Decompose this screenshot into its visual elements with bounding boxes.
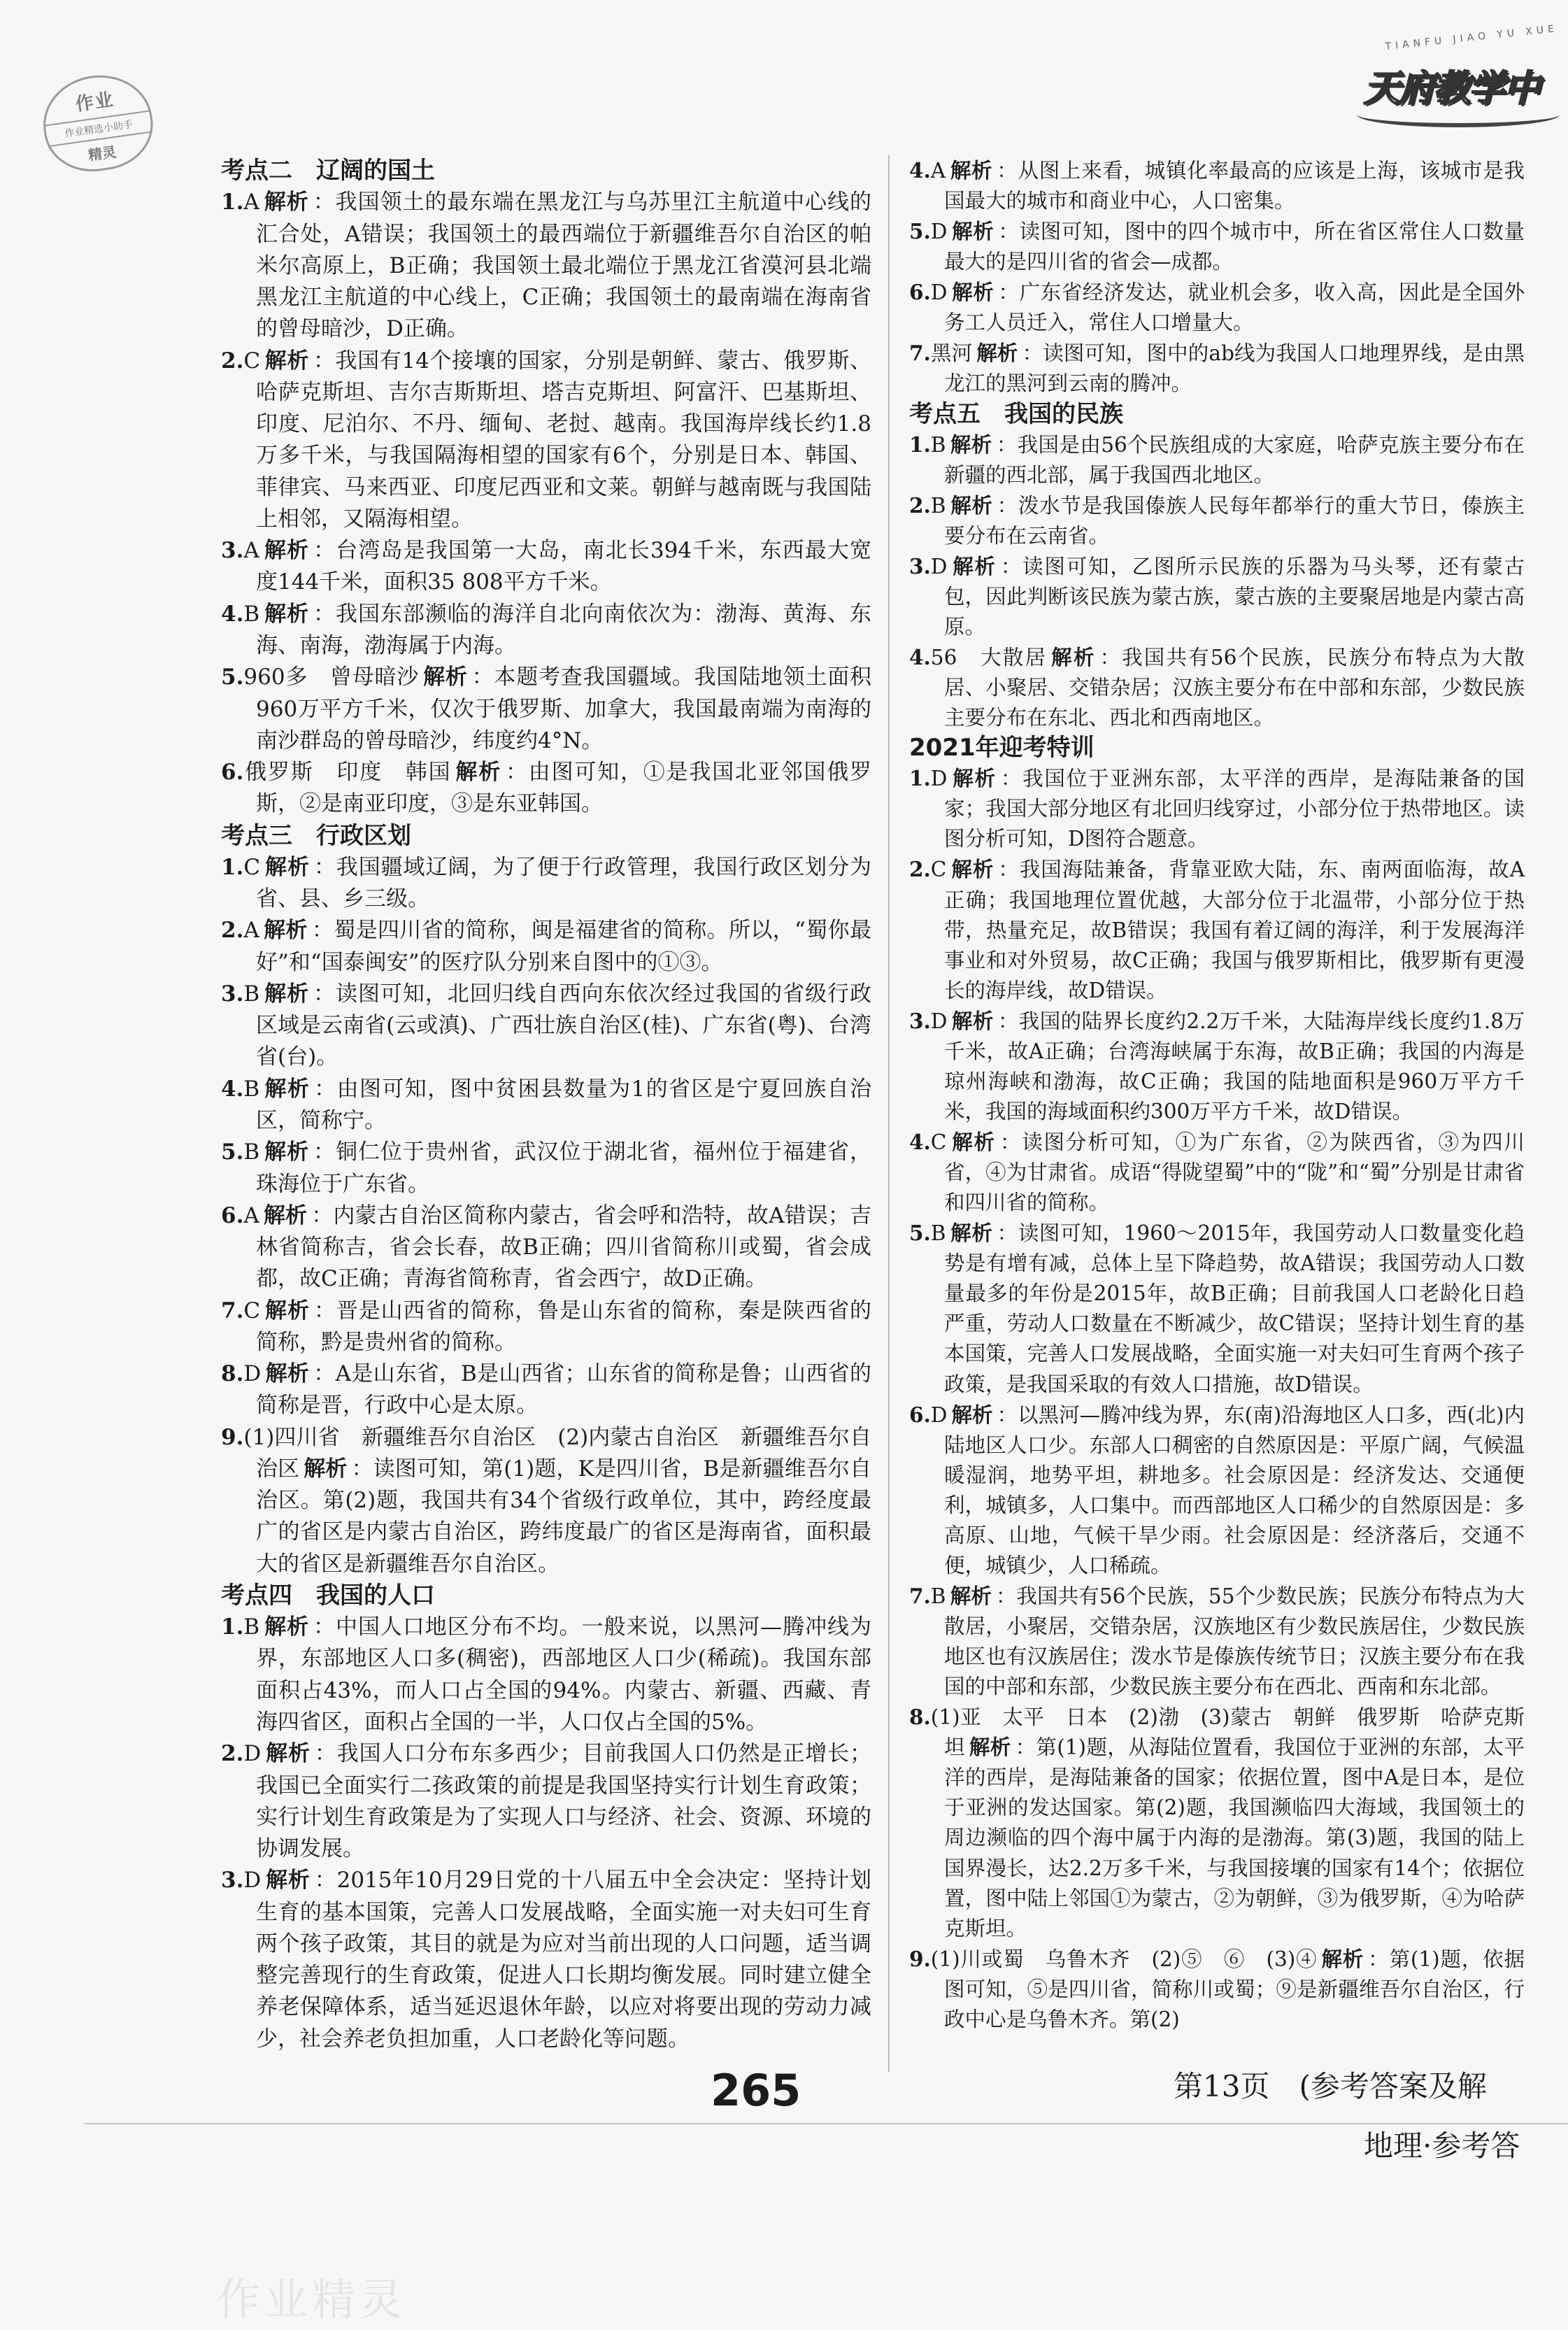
explanation-label: 解析	[950, 1221, 993, 1246]
item-number: 7.	[909, 341, 931, 366]
answer-item	[909, 1400, 1525, 1581]
explanation-label: 解析	[304, 1456, 348, 1482]
explanation-label: 解析	[423, 665, 468, 690]
answer-item	[221, 1358, 871, 1422]
item-answer: 俄罗斯 印度 韩国	[243, 760, 452, 786]
item-answer: B	[243, 601, 260, 627]
answer-item	[909, 854, 1525, 1005]
item-answer: D	[930, 1009, 948, 1033]
answer-item	[221, 599, 871, 662]
explanation-text: ：我国疆域辽阔，为了便于行政管理，我国行政区划分为省、县、乡三级。	[256, 854, 871, 912]
item-number: 5.	[909, 1221, 931, 1246]
explanation-text: ：泼水节是我国傣族人民每年都举行的重大节日，傣族主要分布在云南省。	[944, 493, 1525, 548]
answer-item	[909, 155, 1525, 216]
item-number: 4.	[221, 601, 244, 627]
explanation-label: 解析	[265, 1741, 311, 1767]
explanation-text: ：读图可知，乙图所示民族的乐器为马头琴，还有蒙古包，因此判断该民族为蒙古族，蒙古族的主要聚居地是内蒙古高原。	[944, 554, 1525, 639]
item-answer: D	[243, 1361, 262, 1387]
answer-item	[221, 1612, 871, 1738]
explanation-text: ：A是山东省，B是山西省；山东省的简称是鲁；山西省的简称是晋，行政中心是太原。	[256, 1361, 871, 1419]
item-number: 1.	[909, 432, 931, 457]
item-answer: (1)四川省 新疆维吾尔自治区 (2)内蒙古自治区 新疆维吾尔自治区	[243, 1424, 871, 1482]
item-answer: (1)亚 太平 日本 (2)渤 (3)蒙古 朝鲜 俄罗斯 哈萨克斯坦	[930, 1705, 1525, 1760]
answer-item	[221, 662, 871, 757]
explanation-text: ：中国人口地区分布不均。一般来说，以黑河—腾冲线为界，东部地区人口多(稠密)，西部地区人口少(稀疏)。我国东部面积占43%，而人口占全国的94%。内蒙古、新疆、西藏、青海四省区，面积占全国的一半，人口仅占全国的5%。	[256, 1614, 872, 1735]
answer-item	[221, 852, 871, 916]
item-answer: (1)川或蜀 乌鲁木齐 (2)⑤ ⑥ (3)④	[930, 1947, 1318, 1971]
item-number: 3.	[909, 553, 931, 578]
item-answer: C	[243, 854, 261, 880]
item-number: 6.	[909, 280, 931, 305]
answer-item	[909, 277, 1525, 338]
explanation-text: ：广东省经济发达，就业机会多，收入高，因此是全国外务工人员迁入，常住人口增量大。	[944, 280, 1525, 335]
item-number: 6.	[221, 1202, 244, 1228]
explanation-text: ：第(1)题，从海陆位置看，我国位于亚洲的东部，太平洋的西岸，是海陆兼备的国家；依据位置，图中A是日本，是位于亚洲的发达国家。第(2)题，我国濒临四大海域，我国领土的周边濒临的四个海中属于内海的是渤海。第(3)题，我国的陆上国界漫长，达2.2万多千米，与我国接壤的国家有14个；依据位置，图中陆上邻国①为蒙古，②为朝鲜，③为俄罗斯，④为哈萨克斯坦。	[944, 1735, 1525, 1940]
explanation-text: ：台湾岛是我国第一大岛，南北长394千米，东西最大宽度144千米，面积35 808平方千米。	[256, 538, 872, 595]
item-answer: D	[930, 280, 948, 305]
explanation-label: 解析	[264, 601, 310, 627]
item-number: 2.	[221, 1741, 244, 1767]
footer-divider	[84, 2123, 1568, 2124]
item-answer: A	[243, 538, 259, 564]
answer-item	[909, 1581, 1525, 1702]
explanation-label: 解析	[265, 1361, 310, 1387]
right-column	[909, 155, 1525, 2035]
item-answer: D	[930, 1402, 948, 1427]
explanation-label: 解析	[264, 1298, 310, 1323]
left-column	[221, 155, 871, 2055]
column-divider	[888, 155, 890, 2072]
item-answer: A	[243, 1202, 259, 1228]
answer-item	[221, 1738, 871, 1865]
explanation-label: 解析	[265, 1868, 311, 1894]
item-number: 7.	[909, 1583, 931, 1608]
item-number: 4.	[909, 1130, 931, 1154]
item-number: 3.	[221, 1868, 244, 1894]
item-number: 4.	[909, 158, 931, 183]
answer-item	[909, 338, 1525, 399]
explanation-label: 解析	[1051, 646, 1096, 669]
item-number: 1.	[909, 766, 931, 791]
answer-item	[909, 429, 1525, 490]
answer-item	[221, 1295, 871, 1359]
explanation-text: ：我国人口分布东多西少；目前我国人口仍然是正增长；我国已全面实行二孩政策的前提是我国坚持实行计划生育政策；实行计划生育政策是为了实现人口与经济、社会、资源、环境的协调发展。	[256, 1741, 871, 1862]
explanation-label: 解析	[950, 493, 993, 518]
footer-page-label: 第13页 (参考答案及解	[1174, 2069, 1487, 2103]
answer-item	[909, 1006, 1525, 1127]
item-number: 3.	[221, 538, 244, 564]
explanation-label: 解析	[951, 220, 995, 244]
explanation-label: 解析	[264, 1139, 310, 1165]
stamp-line-1: 作业	[73, 89, 116, 116]
item-number: 3.	[909, 1008, 931, 1033]
explanation-text: ：本题考查我国疆域。我国陆地领土面积960万平方千米，仅次于俄罗斯、加拿大，我国最南端为南海的南沙群岛的曾母暗沙，纬度约4°N。	[256, 665, 872, 753]
item-answer: C	[930, 858, 947, 882]
explanation-label: 解析	[976, 341, 1018, 366]
item-answer: A	[930, 159, 946, 183]
explanation-label: 解析	[950, 1584, 992, 1608]
item-answer: C	[243, 348, 261, 374]
explanation-text: ：内蒙古自治区简称内蒙古，省会呼和浩特，故A错误；吉林省简称吉，省会长春，故B正确；四川省简称川或蜀，省会成都，故C正确；青海省简称青，省会西宁，故D正确。	[256, 1202, 872, 1292]
explanation-label: 解析	[951, 554, 997, 578]
item-answer: C	[243, 1298, 261, 1323]
stamp-logo	[37, 69, 158, 178]
item-number: 9.	[909, 1946, 931, 1971]
publisher-logo	[1357, 23, 1567, 137]
explanation-text: ：第(1)题，依据图可知，⑤是四川省，简称川或蜀；⑨是新疆维吾尔自治区，行政中心是乌鲁木齐。第(2)	[944, 1947, 1525, 2031]
explanation-text: ：从图上来看，城镇化率最高的应该是上海，该城市是我国最大的城市和商业中心，人口密集。	[944, 159, 1525, 213]
explanation-text: ：读图可知，第(1)题，K是四川省，B是新疆维吾尔自治区。第(2)题，我国共有34个省级行政单位，其中，跨经度最广的省区是内蒙古自治区，跨纬度最广的省区是海南省，面积最大的省区是新疆维吾尔自治区。	[256, 1456, 871, 1577]
item-number: 9.	[221, 1424, 244, 1450]
item-number: 1.	[221, 190, 244, 215]
item-number: 4.	[909, 645, 931, 669]
logo-title: 天府教学中	[1364, 68, 1539, 110]
item-number: 2.	[909, 492, 931, 518]
answer-item	[221, 1422, 871, 1580]
explanation-text: ：铜仁位于贵州省，武汉位于湖北省，福州位于福建省，珠海位于广东省。	[256, 1139, 872, 1197]
explanation-text: ：我国的陆界长度约2.2万千米，大陆海岸线长度约1.8万千米，故A正确；台湾海峡属于东海，故B正确；我国的内海是琼州海峡和渤海，故C正确；我国的陆地面积是960万平方千米，我国的海域面积约300万平方千米，故D错误。	[944, 1009, 1525, 1123]
item-answer: B	[930, 1221, 946, 1246]
watermark: 作业精灵	[217, 2274, 408, 2325]
explanation-label: 解析	[263, 538, 310, 564]
answer-item	[221, 1074, 871, 1137]
explanation-label: 解析	[951, 1009, 994, 1033]
explanation-label: 解析	[951, 280, 995, 305]
item-answer: D	[243, 1741, 262, 1767]
item-number: 6.	[909, 1402, 931, 1427]
answer-item	[909, 1218, 1525, 1399]
item-number: 8.	[221, 1361, 244, 1387]
item-number: 3.	[221, 981, 244, 1007]
footer-subject-label: 地理·参考答	[1364, 2129, 1520, 2163]
explanation-label: 解析	[1321, 1947, 1364, 1971]
explanation-label: 解析	[264, 1076, 311, 1102]
explanation-label: 解析	[951, 1402, 993, 1427]
answer-item	[221, 346, 871, 536]
explanation-label: 解析	[264, 981, 310, 1007]
answer-item	[909, 551, 1525, 642]
section-heading: 考点三 行政区划	[221, 821, 411, 850]
explanation-text: ：由图可知，①是我国北亚邻国俄罗斯，②是南亚印度，③是东亚韩国。	[256, 760, 872, 817]
item-answer: 960多 曾母暗沙	[243, 665, 420, 690]
item-number: 8.	[909, 1705, 931, 1730]
explanation-text: ：我国领土的最东端在黑龙江与乌苏里江主航道中心线的汇合处，A错误；我国领土的最西端位于新疆维吾尔自治区的帕米尔高原上，B正确；我国领土最北端位于黑龙江省漠河县北端黑龙江主航道的中心线上，C正确；我国领土的最南端在海南省的曾母暗沙，D正确。	[256, 190, 872, 342]
explanation-text: ：我国海陆兼备，背靠亚欧大陆，东、南两面临海，故A正确；我国地理位置优越，大部分位于北温带，小部分位于热带，热量充足，故B错误；我国有着辽阔的海洋，利于发展海洋事业和对外贸易，故C正确；我国与俄罗斯相比，俄罗斯有更漫长的海岸线，故D错误。	[944, 858, 1525, 1002]
item-answer: 黑河	[930, 341, 973, 366]
item-answer: A	[243, 918, 259, 944]
answer-item	[221, 757, 871, 821]
item-number: 1.	[221, 854, 244, 880]
explanation-text: ：2015年10月29日党的十八届五中全会决定：坚持计划生育的基本国策，完善人口发展战略，全面实施一对夫妇可生育两个孩子政策，其目的就是为应对当前出现的人口问题，适当调整完善现行的生育政策，促进人口长期均衡发展。同时建立健全养老保障体系，适当延迟退休年龄，以应对将要出现的劳动力减少，社会养老负担加重，人口老龄化等问题。	[256, 1868, 872, 2052]
logo-pinyin: TIANFU JIAO YU XUE	[1384, 23, 1559, 52]
item-number: 2.	[221, 348, 244, 374]
item-number: 2.	[221, 918, 244, 944]
answer-item	[221, 979, 871, 1074]
item-answer: C	[930, 1130, 947, 1154]
item-number: 1.	[221, 1614, 244, 1640]
explanation-label: 解析	[455, 760, 501, 786]
explanation-text: ：我国共有56个民族，55个少数民族；民族分布特点为大散居，小聚居，交错杂居，汉族地区有少数民族居住，少数民族地区也有汉族居住；泼水节是傣族传统节日；汉族主要分布在我国的中部和东部，少数民族主要分布在西北、西南和东北部。	[944, 1584, 1525, 1699]
answer-item	[221, 1865, 871, 2055]
item-number: 2.	[909, 857, 931, 882]
item-answer: B	[243, 981, 260, 1007]
explanation-label: 解析	[263, 1202, 308, 1228]
item-answer: A	[243, 190, 259, 215]
explanation-text: ：我国东部濒临的海洋自北向南依次为：渤海、黄海、东海、南海，渤海属于内海。	[256, 601, 872, 658]
item-answer: B	[930, 432, 946, 457]
explanation-label: 解析	[969, 1735, 1011, 1760]
explanation-text: ：我国是由56个民族组成的大家庭，哈萨克族主要分布在新疆的西北部，属于我国西北地区。	[944, 432, 1525, 487]
explanation-text: ：由图可知，图中贫困县数量为1的省区是宁夏回族自治区，简称宁。	[256, 1076, 871, 1133]
explanation-label: 解析	[264, 1614, 310, 1640]
item-answer: B	[243, 1614, 260, 1640]
answer-item	[221, 915, 871, 979]
explanation-text: ：蜀是四川省的简称，闽是福建省的简称。所以，“蜀你最好”和“国泰闽安”的医疗队分别来自图中的①③。	[256, 918, 871, 975]
explanation-text: ：我国位于亚洲东部，太平洋的西岸，是海陆兼备的国家；我国大部分地区有北回归线穿过，小部分位于热带地区。读图分析可知，D图符合题意。	[944, 767, 1525, 851]
answer-item	[909, 490, 1525, 551]
item-answer: D	[243, 1868, 262, 1894]
explanation-label: 解析	[263, 918, 308, 944]
item-answer: D	[930, 554, 948, 578]
item-answer: B	[243, 1139, 260, 1165]
item-answer: D	[930, 220, 948, 244]
explanation-text: ：读图可知，图中的四个城市中，所在省区常住人口数量最大的是四川省的省会—成都。	[944, 220, 1525, 274]
section-heading: 考点五 我国的民族	[909, 399, 1123, 428]
explanation-text: ：我国有14个接壤的国家，分别是朝鲜、蒙古、俄罗斯、哈萨克斯坦、吉尔吉斯斯坦、塔吉克斯坦、阿富汗、巴基斯坦、印度、尼泊尔、不丹、缅甸、老挝、越南。我国海岸线长约1.8万多千米，与我国隔海相望的国家有6个，分别是日本、韩国、菲律宾、马来西亚、印度尼西亚和文莱。朝鲜与越南既与我国陆上相邻，又隔海相望。	[256, 348, 871, 532]
explanation-label: 解析	[263, 190, 309, 215]
explanation-text: ：读图可知，北回归线自西向东依次经过我国的省级行政区域是云南省(云或滇)、广西壮族自治区(桂)、广东省(粤)、台湾省(台)。	[256, 981, 872, 1070]
stamp-line-3: 精灵	[87, 143, 117, 164]
answer-item	[221, 1137, 871, 1200]
item-answer: B	[930, 493, 946, 518]
answer-item	[909, 642, 1525, 733]
explanation-label: 解析	[264, 854, 310, 880]
explanation-label: 解析	[951, 767, 997, 791]
explanation-text: ：读图可知，1960～2015年，我国劳动人口数量变化趋势是有增有减，总体上呈下降趋势，故A错误；我国劳动人口数量最多的年份是2015年，故B正确；目前我国人口老龄化日趋严重，劳动人口数量在不断减少，故C错误；坚持计划生育的基本国策，完善人口发展战略，全面实施一对夫妇可生育两个孩子政策，是我国采取的有效人口措施，故D错误。	[944, 1221, 1525, 1396]
explanation-text: ：以黑河—腾冲线为界，东(南)沿海地区人口多，西(北)内陆地区人口少。东部人口稠密的自然原因是：平原广阔，气候温暖湿润，地势平坦，耕地多。社会原因是：经济发达、交通便利，城镇多，人口集中。而西部地区人口稀少的自然原因是：多高原、山地，气候干旱少雨。社会原因是：经济落后，交通不便，城镇少，人口稀疏。	[944, 1402, 1525, 1577]
explanation-text: ：读图可知，图中的ab线为我国人口地理界线，是由黑龙江的黑河到云南的腾冲。	[944, 341, 1525, 396]
answer-item	[909, 1127, 1525, 1218]
explanation-text: ：读图分析可知，①为广东省，②为陕西省，③为四川省，④为甘肃省。成语“得陇望蜀”中的“陇”和“蜀”分别是甘肃省和四川省的简称。	[944, 1130, 1525, 1215]
answer-item	[221, 1200, 871, 1295]
item-number: 5.	[221, 665, 244, 690]
answer-item	[221, 535, 871, 599]
section-heading: 2021年迎考特训	[909, 734, 1095, 762]
stamp-line-2: 作业精选小助手	[45, 111, 152, 148]
answer-item	[221, 187, 871, 345]
logo-swoosh	[1357, 102, 1560, 127]
item-answer: 56 大散居	[930, 646, 1048, 669]
answer-item	[909, 1944, 1525, 2035]
item-answer: B	[930, 1584, 946, 1608]
item-number: 4.	[221, 1076, 244, 1102]
explanation-text: ：晋是山西省的简称，鲁是山东省的简称，秦是陕西省的简称，黔是贵州省的简称。	[256, 1298, 871, 1355]
item-number: 7.	[221, 1298, 244, 1323]
answer-item	[909, 1702, 1525, 1944]
answer-item	[909, 216, 1525, 277]
item-answer: B	[243, 1076, 260, 1102]
explanation-label: 解析	[950, 159, 993, 183]
answer-item	[909, 763, 1525, 854]
section-heading: 考点二 辽阔的国土	[221, 157, 435, 185]
explanation-label: 解析	[950, 1130, 996, 1154]
page-number: 265	[711, 2065, 801, 2116]
explanation-label: 解析	[950, 858, 995, 882]
item-number: 6.	[221, 760, 244, 786]
item-number: 5.	[909, 219, 931, 244]
explanation-label: 解析	[950, 432, 992, 457]
explanation-label: 解析	[264, 348, 309, 374]
item-number: 5.	[221, 1139, 244, 1165]
item-answer: D	[930, 767, 948, 791]
section-heading: 考点四 我国的人口	[221, 1581, 435, 1610]
explanation-text: ：我国共有56个民族，民族分布特点为大散居、小聚居、交错杂居；汉族主要分布在中部和东部，少数民族主要分布在东北、西北和西南地区。	[944, 646, 1525, 730]
